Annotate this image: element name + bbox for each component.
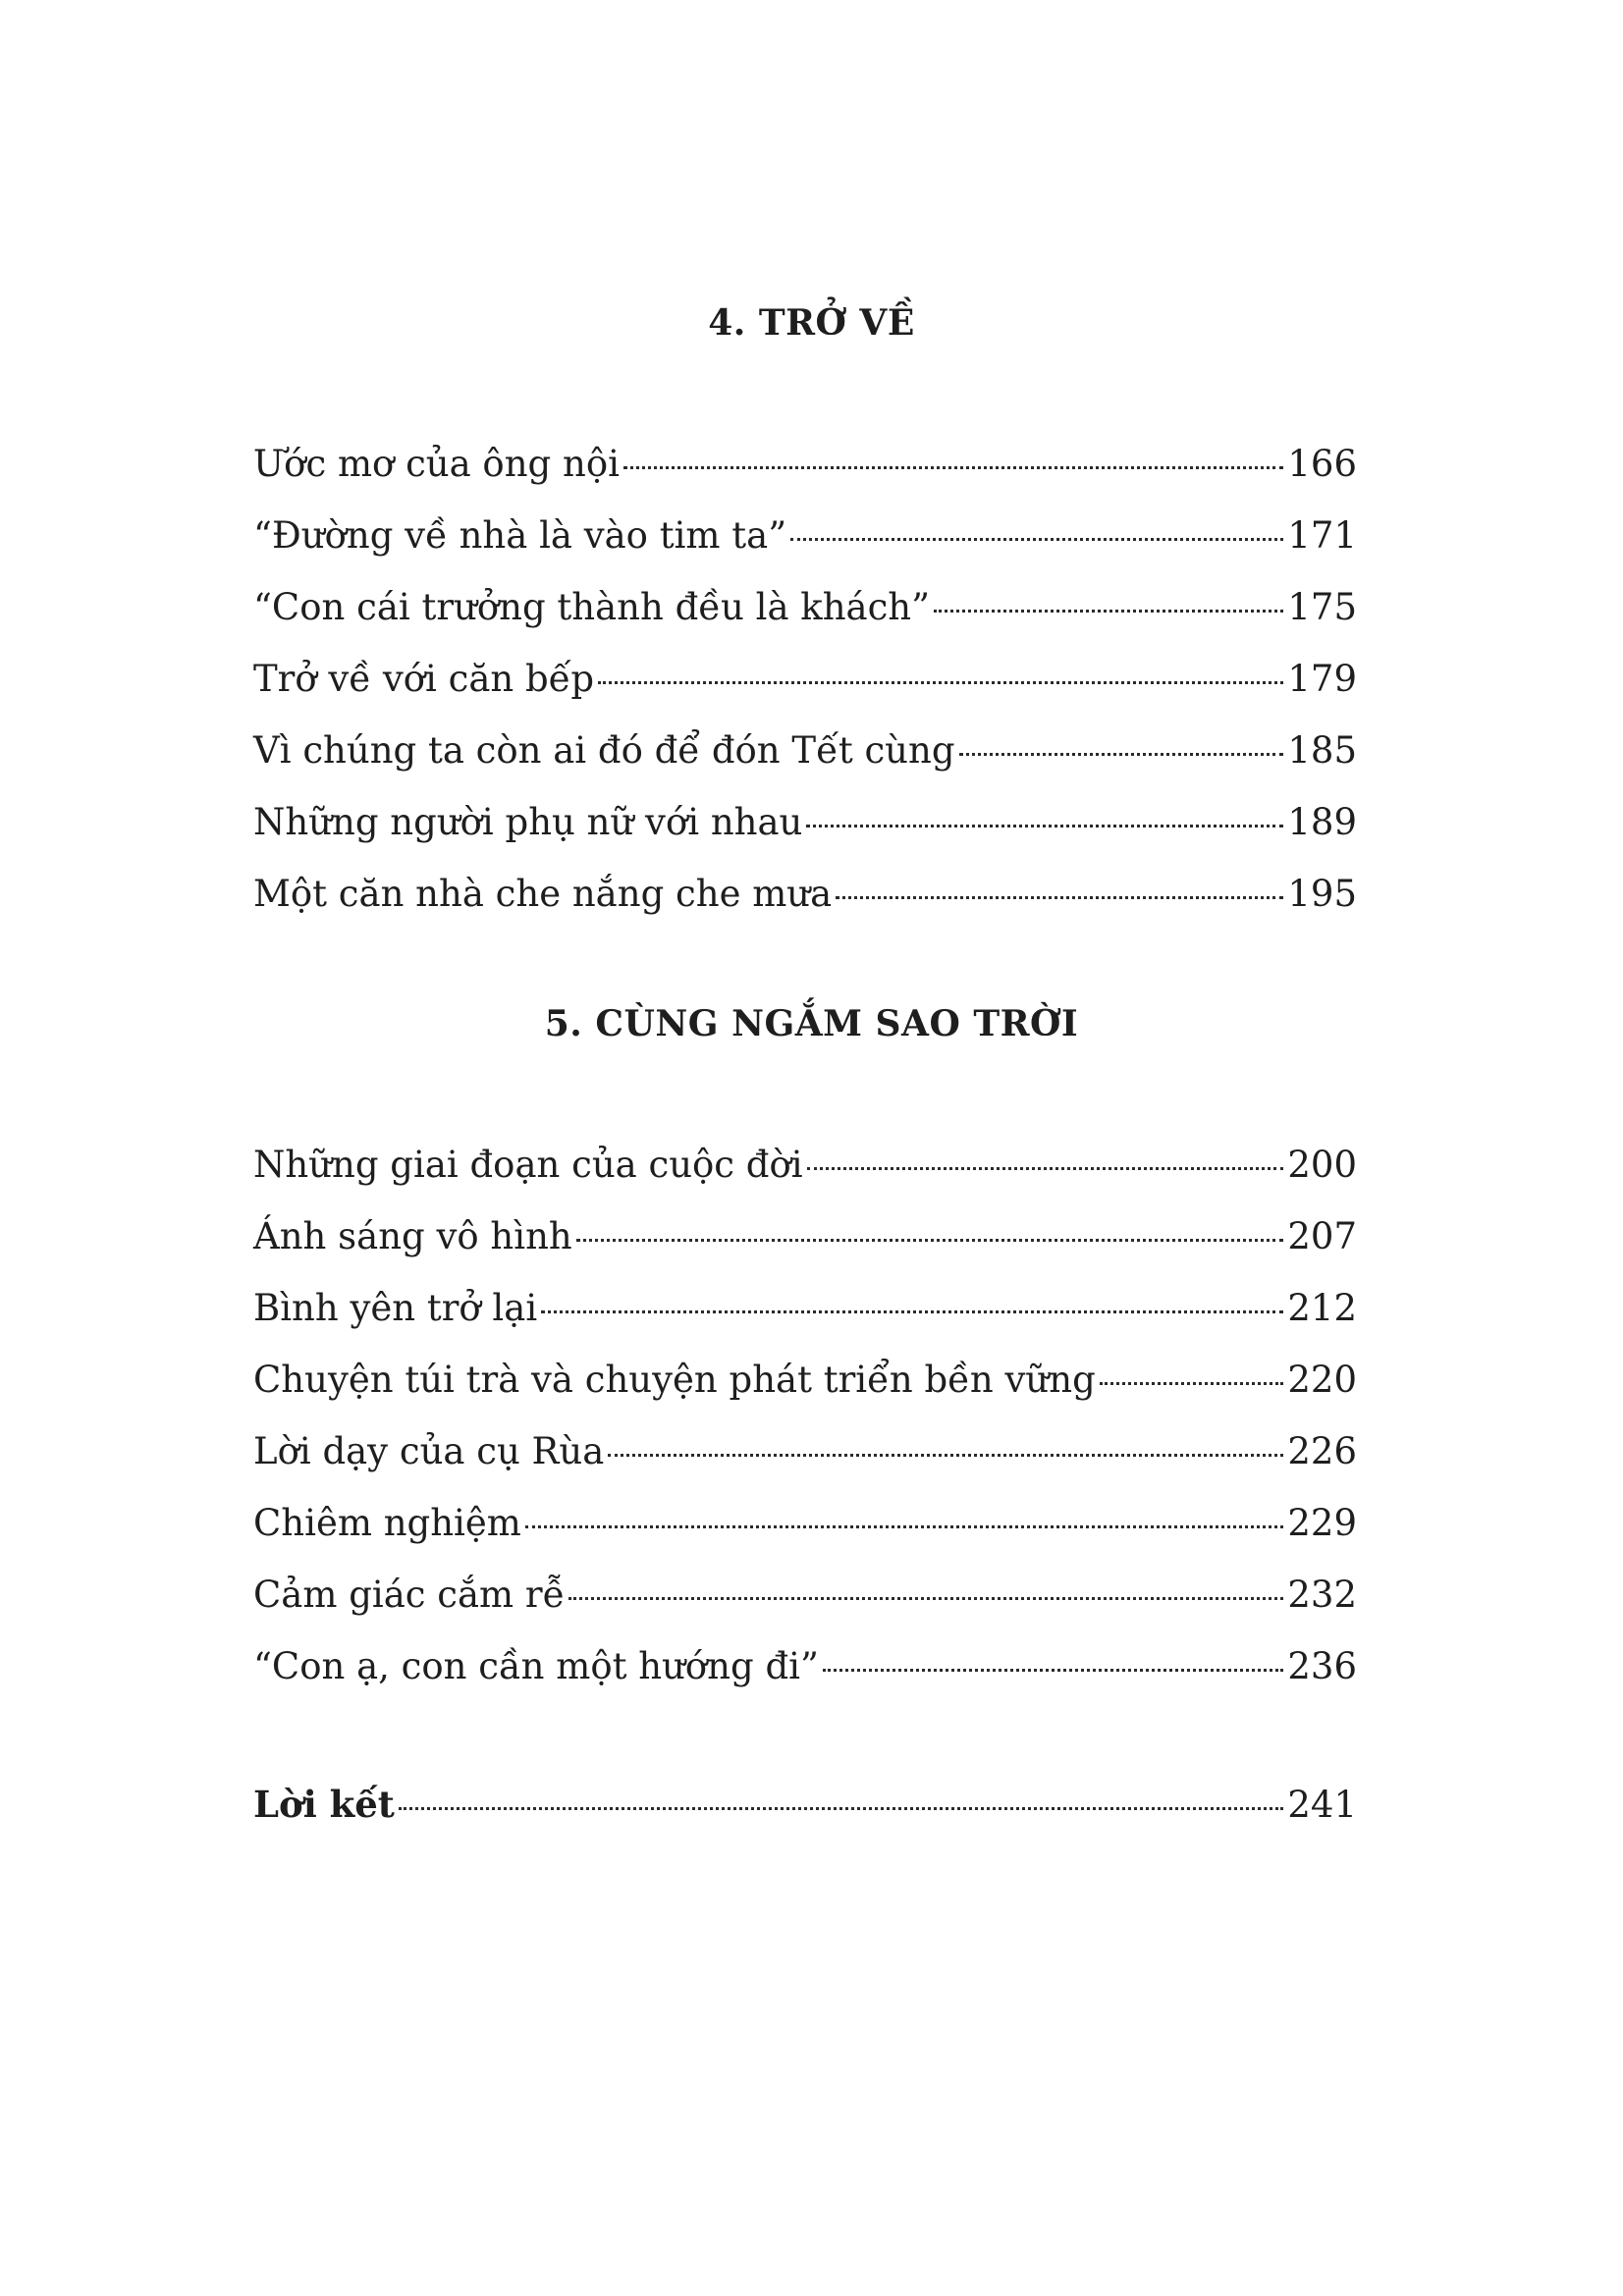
toc-entry-page: 241 <box>1287 1784 1357 1826</box>
toc-entry[interactable] <box>253 1487 1357 1559</box>
dot-leader <box>1100 1382 1284 1385</box>
toc-entry-page: 229 <box>1287 1502 1357 1544</box>
dot-leader <box>959 753 1284 756</box>
dot-leader <box>807 1167 1284 1170</box>
toc-entry[interactable] <box>253 1559 1357 1630</box>
dot-leader <box>568 1597 1283 1600</box>
toc-entry[interactable] <box>253 1129 1357 1201</box>
toc-entry-page: 171 <box>1287 514 1357 557</box>
toc-entry[interactable] <box>253 1344 1357 1415</box>
dot-leader <box>623 466 1283 469</box>
toc-entry-title: Chiêm nghiệm <box>253 1502 521 1544</box>
toc-entry[interactable] <box>253 571 1357 643</box>
toc-entry-page: 212 <box>1287 1287 1357 1329</box>
toc-entry-epilogue[interactable] <box>253 1769 1357 1841</box>
toc-entry-page: 226 <box>1287 1430 1357 1472</box>
section-heading-4: 4. TRỞ VỀ <box>708 302 915 344</box>
toc-entry[interactable] <box>253 858 1357 930</box>
toc-entry-title: Những giai đoạn của cuộc đời <box>253 1144 803 1186</box>
toc-entry-title: Bình yên trở lại <box>253 1287 538 1329</box>
toc-entry-page: 195 <box>1287 873 1357 915</box>
toc-entry[interactable] <box>253 786 1357 858</box>
toc-entry[interactable] <box>253 428 1357 500</box>
dot-leader <box>399 1807 1283 1810</box>
toc-entry-page: 236 <box>1287 1645 1357 1687</box>
section-heading-5: 5. CÙNG NGẮM SAO TRỜI <box>544 1003 1079 1044</box>
dot-leader <box>806 825 1283 828</box>
toc-entry-title: “Con cái trưởng thành đều là khách” <box>253 586 931 628</box>
toc-entry[interactable] <box>253 1630 1357 1702</box>
toc-epilogue-list <box>253 1769 1357 1841</box>
toc-entry-title: Ước mơ của ông nội <box>253 443 620 485</box>
toc-entry-page: 179 <box>1287 658 1357 700</box>
dot-leader <box>823 1669 1283 1672</box>
toc-entry-page: 232 <box>1287 1574 1357 1616</box>
toc-entry[interactable] <box>253 1415 1357 1487</box>
toc-entry-title: “Con ạ, con cần một hướng đi” <box>253 1645 819 1687</box>
toc-entry-title: Những người phụ nữ với nhau <box>253 801 803 843</box>
dot-leader <box>541 1310 1283 1313</box>
toc-entry-title: Lời dạy của cụ Rùa <box>253 1430 605 1472</box>
toc-entry-page: 185 <box>1287 729 1357 772</box>
toc-entry[interactable] <box>253 1201 1357 1272</box>
dot-leader <box>525 1525 1284 1528</box>
toc-entry-title: Chuyện túi trà và chuyện phát triển bền vững <box>253 1359 1096 1401</box>
toc-entry-title: Lời kết <box>253 1783 395 1826</box>
toc-entry-title: Cảm giác cắm rễ <box>253 1574 566 1616</box>
toc-section-5-list <box>253 1129 1357 1702</box>
toc-entry-page: 220 <box>1287 1359 1357 1401</box>
toc-entry-title: Vì chúng ta còn ai đó để đón Tết cùng <box>253 729 955 772</box>
toc-entry-page: 166 <box>1287 443 1357 485</box>
toc-entry[interactable] <box>253 643 1357 715</box>
toc-entry-title: “Đường về nhà là vào tim ta” <box>253 514 787 557</box>
dot-leader <box>790 538 1283 541</box>
dot-leader <box>598 681 1283 684</box>
toc-entry[interactable] <box>253 1272 1357 1344</box>
toc-entry-page: 175 <box>1287 586 1357 628</box>
toc-entry[interactable] <box>253 500 1357 571</box>
toc-entry-title: Trở về với căn bếp <box>253 658 595 700</box>
toc-entry-page: 189 <box>1287 801 1357 843</box>
toc-entry-page: 207 <box>1287 1215 1357 1257</box>
dot-leader <box>836 896 1283 899</box>
toc-section-4-list <box>253 428 1357 930</box>
toc-entry-page: 200 <box>1287 1144 1357 1186</box>
toc-entry-title: Ánh sáng vô hình <box>253 1215 572 1257</box>
dot-leader <box>934 610 1283 613</box>
toc-entry-title: Một căn nhà che nắng che mưa <box>253 873 833 915</box>
dot-leader <box>608 1454 1283 1457</box>
dot-leader <box>576 1239 1284 1242</box>
toc-entry[interactable] <box>253 715 1357 786</box>
